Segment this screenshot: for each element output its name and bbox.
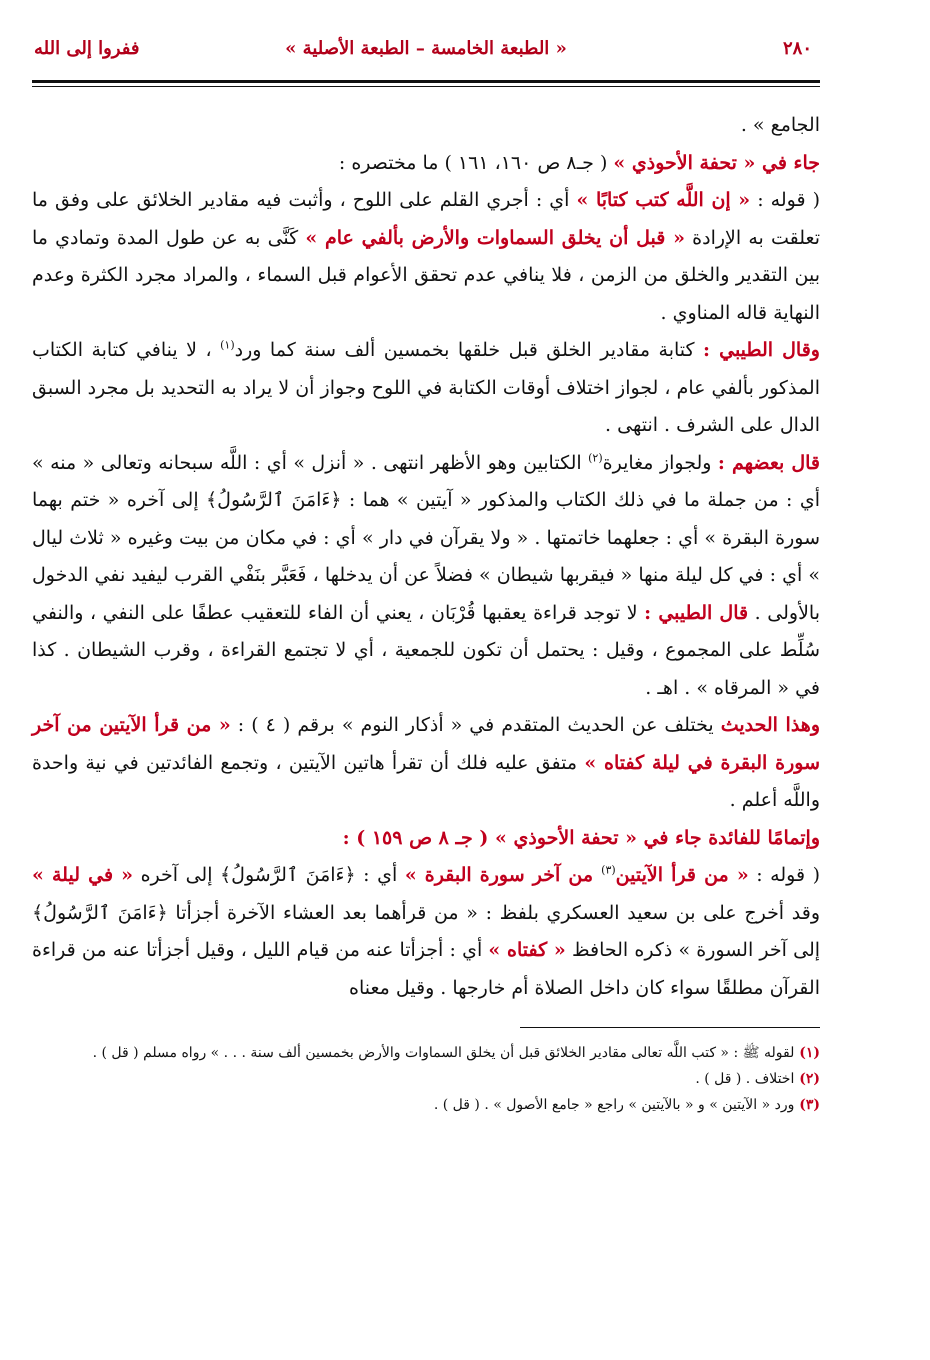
text-run: الجامع » . (740, 114, 820, 136)
footnote-text: لقوله ﷺ : « كتب اللَّه تعالى مقادير الخلائق قبل أن يخلق السماوات والأرض بخمسين ألف سنة . . . » رواه مسلم ( قل ) . (92, 1045, 795, 1061)
text-run: الكتابين وهو الأظهر انتهى . « أنزل » أي : اللَّه سبحانه وتعالى « منه » أي : من جملة ما في ذلك الكتاب والمذكور « آيتين » هما : ﴿ءَامَنَ ٱلرَّسُولُ﴾ إلى آخره « ختم بهما سورة البقرة » أي : جعلهما خاتمتها . « ولا يقرآن في دار » أي : في مكان من بيت وغيره « ثلاث ليال » أي : في كل ليلة منها « فيقربها شيطان » فضلاً عن أن يدخلها ، فَعَبَّر بنَفْي القرب ليفيد نفي الدخول بالأولى . (32, 451, 820, 624)
text-run: يختلف عن الحديث المتقدم في « أذكار النوم » برقم ( ٤ ) : (230, 714, 721, 736)
highlighted-text: وهذا الحديث (720, 714, 820, 736)
highlighted-text: وقال الطيبي : (703, 339, 820, 361)
footnote-ref: (١) (220, 338, 235, 352)
footnote-text: اختلاف . ( قل ) . (695, 1071, 795, 1087)
highlighted-text: « من قرأ الآيتين (615, 864, 749, 886)
text-run: أي : أجري القلم على اللوح ، وأثبت فيه مقادير الخلائق على وفق ما تعلقت به الإرادة (32, 189, 820, 249)
header-rule-thin (32, 86, 820, 87)
footnote (32, 1092, 820, 1118)
paragraph (32, 145, 820, 183)
main-text (32, 107, 820, 1007)
page-header (32, 38, 820, 72)
footnote-ref: (٣) (601, 863, 616, 877)
paragraph (32, 857, 820, 1007)
footnote-number: (١) (794, 1045, 820, 1061)
text-run: ( قوله : (750, 189, 820, 211)
text-run: ، لا ينافي كتابة الكتاب المذكور بألفي عام ، لجواز اختلاف أوقات الكتابة في اللوح وجواز أن لا يراد به التحديد بل مجرد السبق الدال على الشرف . انتهى . (32, 339, 820, 436)
paragraph (32, 707, 820, 820)
paragraph (32, 182, 820, 332)
highlighted-text: قال الطيبي : (644, 601, 749, 624)
highlighted-text: جاء في « تحفة الأحوذي » (613, 151, 820, 174)
text-run: متفق عليه فلك أن تقرأ هاتين الآيتين ، وتجمع الفائدتين في نية واحدة واللَّه أعلم . (32, 751, 820, 811)
text-run: كتابة مقادير الخلق قبل خلقها بخمسين ألف سنة كما ورد (234, 339, 704, 361)
text-run: لا توجد قراءة يعقبها قُرْبَان ، يعني أن الفاء للتعقيب عطفًا على النفي ، والنفي سُلِّط على المجموع ، وقيل : يحتمل أن تكون للجمعية ، أي لا تجتمع القراءة ، وقرب الشيطان . كذا في « المرقاه » . اهـ . (32, 601, 820, 699)
footnote (32, 1066, 820, 1092)
footnote-number: (٢) (794, 1071, 820, 1087)
text-run: ولجواز مغايرة (602, 451, 718, 474)
highlighted-text: قال بعضهم : (717, 451, 820, 474)
header-rule-thick (32, 80, 820, 83)
text-run: أي : ﴿ءَامَنَ ٱلرَّسُولُ﴾ إلى آخره (133, 864, 405, 886)
footnote-text: ورد « الآيتين » و « بالآيتين » راجع « جامع الأصول » . ( قل ) . (433, 1097, 795, 1113)
footnote-number: (٣) (794, 1097, 820, 1113)
paragraph (32, 107, 820, 145)
highlighted-text: « من قرأ الآيتين من آخر سورة البقرة في ليلة كفتاه » (32, 714, 821, 774)
footnote-ref: (٢) (588, 451, 603, 465)
highlighted-text: « إن اللَّه كتب كتابًا » (576, 189, 751, 211)
footnote (32, 1040, 820, 1066)
footnotes (32, 1040, 820, 1118)
text-run: ( جـ٨ ص ١٦٠، ١٦١ ) ما مختصره : (338, 151, 614, 174)
page-number: ٢٨٠ (782, 38, 812, 59)
highlighted-text: من آخر سورة البقرة » (404, 864, 602, 886)
highlighted-text: « قبل أن يخلق السماوات والأرض بألفي عام » (305, 226, 685, 249)
paragraph (32, 445, 820, 708)
book-title: ففروا إلى الله (34, 38, 140, 59)
paragraph (32, 332, 820, 445)
text-run: أي : أجزأتا عنه من قيام الليل ، وقيل أجزأتا عنه من قراءة القرآن مطلقًا سواء كان داخل الصلاة أم خارجها . وقيل معناه (32, 939, 820, 999)
highlighted-text: « كفتاه » (488, 939, 566, 961)
highlighted-text: وإتمامًا للفائدة جاء في « تحفة الأحوذي » ( جـ ٨ ص ١٥٩ ) : (342, 826, 820, 849)
text-run: كَنَّى به عن طول المدة وتمادي ما بين التقدير والخلق من الزمن ، فلا ينافي عدم تحقق الأعوام قبل السماء ، والمراد مجرد الكثرة وعدم النهاية قاله المناوي . (32, 226, 820, 324)
edition-title: « الطبعة الخامسة – الطبعة الأصلية » (285, 38, 567, 59)
paragraph (32, 820, 820, 858)
text-run: ( قوله : (748, 864, 821, 886)
text-run: وقد أخرج على بن سعيد العسكري بلفظ : « من قرأهما بعد العشاء الآخرة أجزأتا ﴿ءَامَنَ ٱلرَّسُولُ﴾ إلى آخر السورة » ذكره الحافظ (32, 901, 821, 961)
highlighted-text: « في ليلة » (32, 864, 134, 886)
footnote-separator (520, 1027, 820, 1028)
